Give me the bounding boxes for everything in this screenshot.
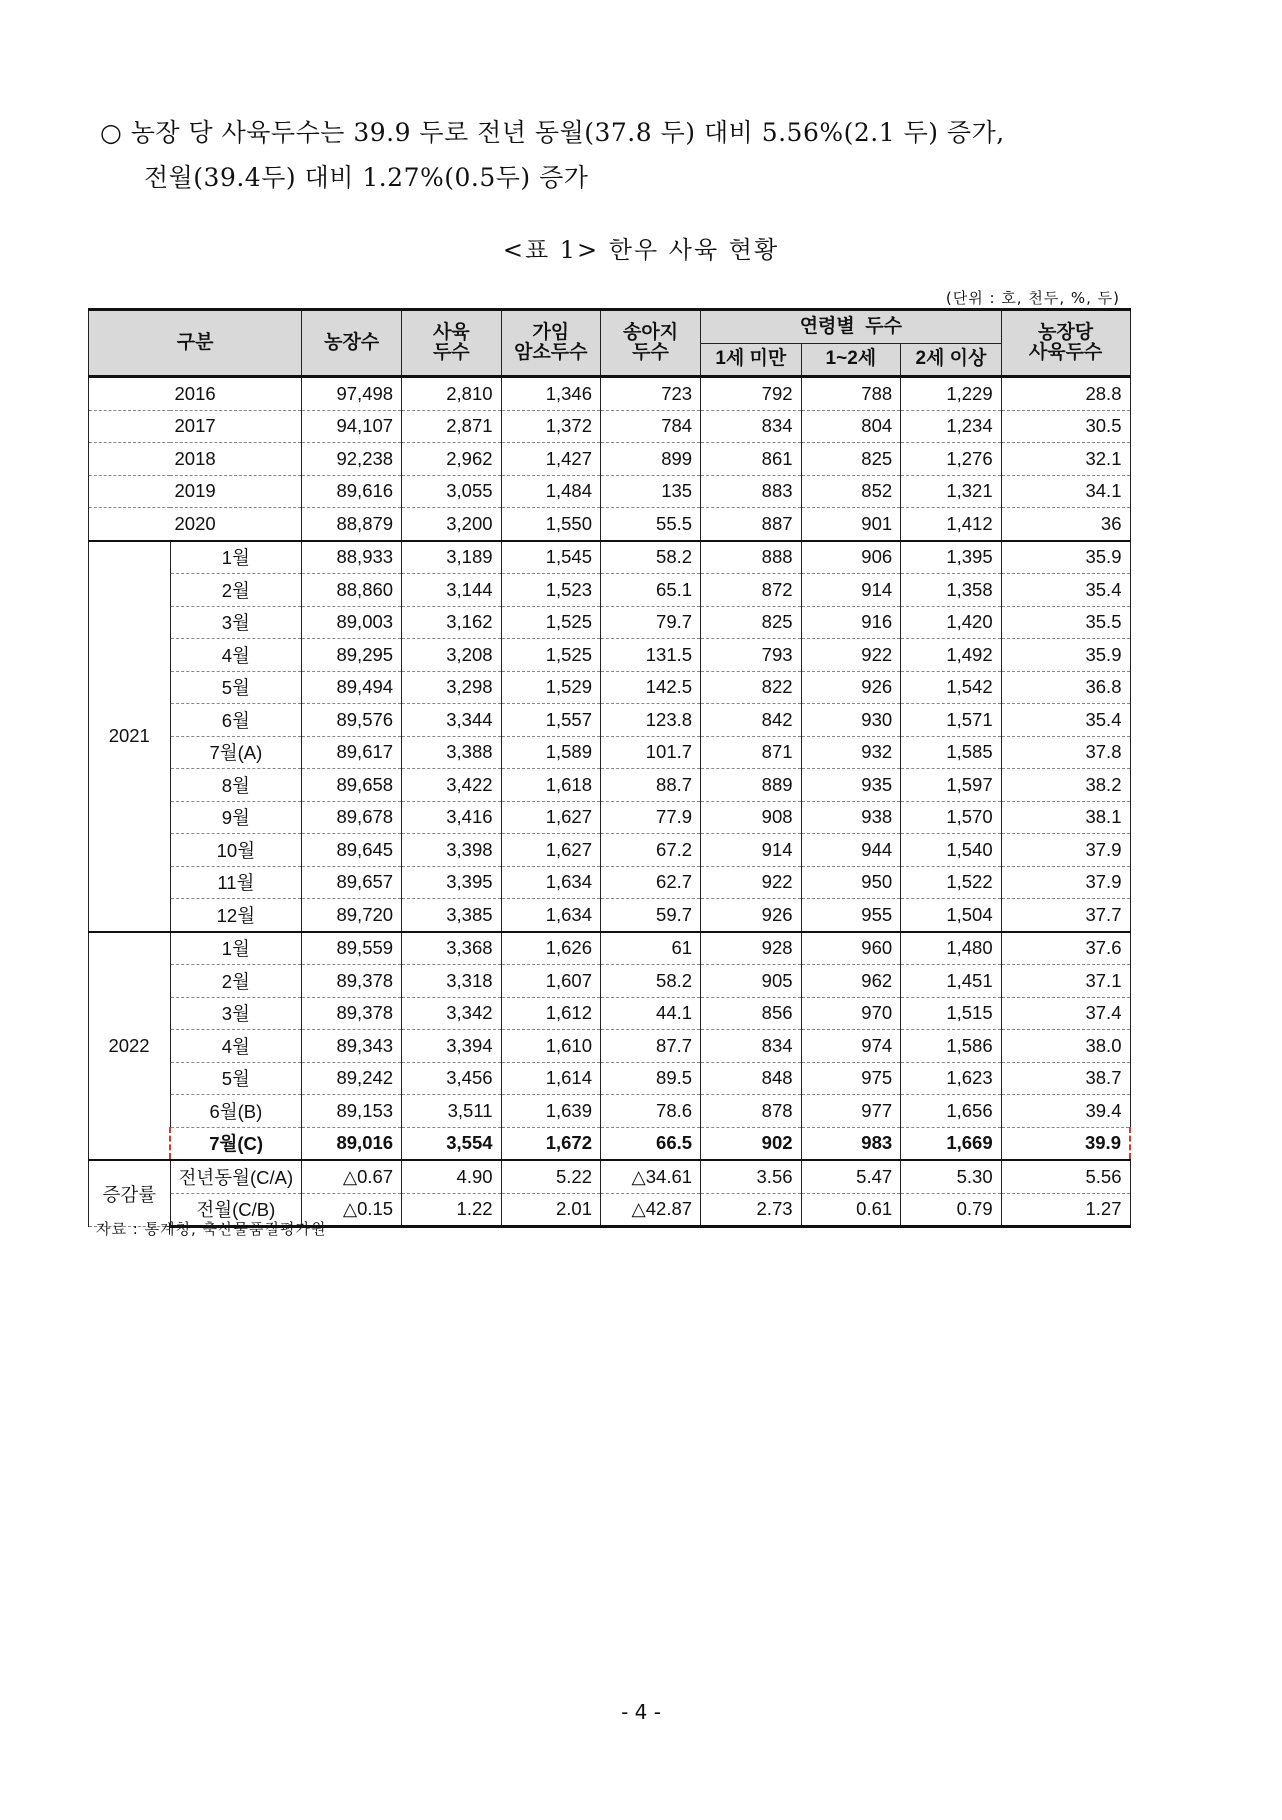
header-heads: 사육 두수 <box>402 310 501 377</box>
row-label: 8월 <box>170 769 302 802</box>
table-cell: 834 <box>701 410 801 443</box>
table-cell: 1,480 <box>901 932 1001 965</box>
table-cell: 1,672 <box>501 1127 600 1160</box>
header-age-over2: 2세 이상 <box>901 343 1001 377</box>
table-cell: 142.5 <box>601 671 701 704</box>
group-label: 증감률 <box>89 1160 171 1227</box>
row-label: 2월 <box>170 965 302 998</box>
table-cell: 59.7 <box>601 899 701 932</box>
table-cell: 842 <box>701 704 801 737</box>
table-cell: 89,378 <box>302 997 402 1030</box>
source-note: 자료 : 통계청, 축산물품질평가원 <box>96 1220 327 1238</box>
row-label: 12월 <box>170 899 302 932</box>
table-cell: 89,559 <box>302 932 402 965</box>
table-cell: 848 <box>701 1062 801 1095</box>
table-caption: <표 1> 한우 사육 현황 <box>502 236 780 264</box>
table-cell: 950 <box>801 866 901 899</box>
row-label: 2019 <box>89 475 302 508</box>
table-cell: 914 <box>801 574 901 607</box>
table-row <box>89 377 1131 411</box>
table-cell: 1,614 <box>501 1062 600 1095</box>
table-row <box>89 801 1131 834</box>
table-cell: 906 <box>801 541 901 574</box>
table-cell: 4.90 <box>402 1160 501 1193</box>
table-cell: 889 <box>701 769 801 802</box>
table-cell: 1,346 <box>501 377 600 411</box>
row-label: 2016 <box>89 377 302 411</box>
row-label: 6월 <box>170 704 302 737</box>
table-row <box>89 639 1131 672</box>
table-row <box>89 443 1131 476</box>
table-cell: 5.30 <box>901 1160 1001 1193</box>
table-cell: 905 <box>701 965 801 998</box>
table-cell: 38.2 <box>1001 769 1130 802</box>
summary-line-1: ○ 농장 당 사육두수는 39.9 두로 전년 동월(37.8 두) 대비 5.56%(2.1 두) 증가, <box>100 118 1005 147</box>
table-cell: 34.1 <box>1001 475 1130 508</box>
table-cell: 928 <box>701 932 801 965</box>
table-cell: 1,522 <box>901 866 1001 899</box>
header-farms: 농장수 <box>302 310 402 377</box>
table-cell: △42.87 <box>601 1193 701 1227</box>
row-label: 2월 <box>170 574 302 607</box>
table-row <box>89 704 1131 737</box>
table-cell: 89,576 <box>302 704 402 737</box>
table-cell: 1,618 <box>501 769 600 802</box>
table-cell: 3,388 <box>402 736 501 769</box>
table-cell: 1,412 <box>901 508 1001 541</box>
group-label: 2021 <box>89 541 171 932</box>
table-cell: 901 <box>801 508 901 541</box>
table-cell: 914 <box>701 834 801 867</box>
table-cell: 871 <box>701 736 801 769</box>
summary-paragraph <box>100 110 1140 200</box>
table-cell: 974 <box>801 1030 901 1063</box>
table-cell: 1,525 <box>501 606 600 639</box>
table-cell: 3,554 <box>402 1127 501 1160</box>
table-cell: 1,545 <box>501 541 600 574</box>
bullet-circle-icon: ○ <box>100 118 123 147</box>
table-cell: 36.8 <box>1001 671 1130 704</box>
table-cell: 36 <box>1001 508 1130 541</box>
row-label: 2018 <box>89 443 302 476</box>
page-number: - 4 - <box>621 1700 661 1724</box>
table-cell: 2,810 <box>402 377 501 411</box>
hanwoo-table <box>88 308 1131 1228</box>
table-cell: 89,678 <box>302 801 402 834</box>
table-cell: 38.1 <box>1001 801 1130 834</box>
table-cell: 1,321 <box>901 475 1001 508</box>
table-cell: 0.79 <box>901 1193 1001 1227</box>
table-cell: 37.6 <box>1001 932 1130 965</box>
table-cell: 888 <box>701 541 801 574</box>
table-cell: 1,395 <box>901 541 1001 574</box>
row-label: 7월(C) <box>170 1127 302 1160</box>
table-cell: 37.9 <box>1001 866 1130 899</box>
table-cell: 1,542 <box>901 671 1001 704</box>
table-cell: 88,879 <box>302 508 402 541</box>
table-cell: 5.47 <box>801 1160 901 1193</box>
table-cell: 1.27 <box>1001 1193 1130 1227</box>
table-row <box>89 508 1131 541</box>
table-cell: 37.7 <box>1001 899 1130 932</box>
table-cell: 983 <box>801 1127 901 1160</box>
table-cell: 1,623 <box>901 1062 1001 1095</box>
table-cell: 89,616 <box>302 475 402 508</box>
table-row <box>89 541 1131 574</box>
table-cell: 962 <box>801 965 901 998</box>
table-cell: 792 <box>701 377 801 411</box>
table-cell: 55.5 <box>601 508 701 541</box>
table-cell: 1,634 <box>501 866 600 899</box>
table-cell: 1,504 <box>901 899 1001 932</box>
table-cell: 37.8 <box>1001 736 1130 769</box>
table-cell: 1,420 <box>901 606 1001 639</box>
table-cell: 926 <box>701 899 801 932</box>
table-cell: 77.9 <box>601 801 701 834</box>
table-cell: 89.5 <box>601 1062 701 1095</box>
row-label: 5월 <box>170 671 302 704</box>
table-cell: 35.9 <box>1001 639 1130 672</box>
table-cell: 66.5 <box>601 1127 701 1160</box>
row-label: 7월(A) <box>170 736 302 769</box>
table-cell: 932 <box>801 736 901 769</box>
table-cell: 930 <box>801 704 901 737</box>
table-cell: 3,416 <box>402 801 501 834</box>
row-label: 6월(B) <box>170 1095 302 1128</box>
row-label: 2020 <box>89 508 302 541</box>
table-cell: △34.61 <box>601 1160 701 1193</box>
table-cell: 822 <box>701 671 801 704</box>
table-cell: 89,003 <box>302 606 402 639</box>
table-cell: 3,208 <box>402 639 501 672</box>
row-label: 2017 <box>89 410 302 443</box>
table-cell: 35.5 <box>1001 606 1130 639</box>
table-cell: 79.7 <box>601 606 701 639</box>
table-cell: 44.1 <box>601 997 701 1030</box>
table-cell: 89,645 <box>302 834 402 867</box>
table-cell: 1,451 <box>901 965 1001 998</box>
table-cell: 37.4 <box>1001 997 1130 1030</box>
table-cell: 135 <box>601 475 701 508</box>
table-row <box>89 1127 1131 1160</box>
table-cell: 3,456 <box>402 1062 501 1095</box>
table-cell: 1,589 <box>501 736 600 769</box>
table-cell: 2,871 <box>402 410 501 443</box>
table-cell: 1,234 <box>901 410 1001 443</box>
table-cell: △0.15 <box>302 1193 402 1227</box>
table-cell: 1,639 <box>501 1095 600 1128</box>
header-age-1to2: 1~2세 <box>801 343 901 377</box>
group-label: 2022 <box>89 932 171 1161</box>
table-cell: 30.5 <box>1001 410 1130 443</box>
table-row <box>89 1062 1131 1095</box>
table-cell: 1,634 <box>501 899 600 932</box>
table-cell: 784 <box>601 410 701 443</box>
table-cell: 1,515 <box>901 997 1001 1030</box>
table-cell: 1,669 <box>901 1127 1001 1160</box>
table-cell: 89,153 <box>302 1095 402 1128</box>
table-cell: 902 <box>701 1127 801 1160</box>
table-cell: 123.8 <box>601 704 701 737</box>
table-cell: 0.61 <box>801 1193 901 1227</box>
row-label: 4월 <box>170 639 302 672</box>
table-cell: 101.7 <box>601 736 701 769</box>
row-label: 전년동월(C/A) <box>170 1160 302 1193</box>
table-cell: 1,627 <box>501 801 600 834</box>
table-cell: 908 <box>701 801 801 834</box>
table-cell: 3,511 <box>402 1095 501 1128</box>
table-cell: 899 <box>601 443 701 476</box>
table-cell: 1,372 <box>501 410 600 443</box>
table-row <box>89 997 1131 1030</box>
table-cell: 2.01 <box>501 1193 600 1227</box>
table-cell: 935 <box>801 769 901 802</box>
table-cell: 1,610 <box>501 1030 600 1063</box>
row-label: 3월 <box>170 997 302 1030</box>
table-row <box>89 736 1131 769</box>
table-cell: 1,525 <box>501 639 600 672</box>
table-row <box>89 834 1131 867</box>
table-cell: 938 <box>801 801 901 834</box>
table-cell: 1,427 <box>501 443 600 476</box>
table-cell: 3,394 <box>402 1030 501 1063</box>
table-cell: 1,585 <box>901 736 1001 769</box>
table-cell: 65.1 <box>601 574 701 607</box>
table-cell: 916 <box>801 606 901 639</box>
table-row <box>89 606 1131 639</box>
table-cell: 944 <box>801 834 901 867</box>
table-cell: 856 <box>701 997 801 1030</box>
table-cell: 1,656 <box>901 1095 1001 1128</box>
row-label: 4월 <box>170 1030 302 1063</box>
table-row <box>89 1030 1131 1063</box>
table-cell: 78.6 <box>601 1095 701 1128</box>
table-cell: 1,276 <box>901 443 1001 476</box>
table-cell: 62.7 <box>601 866 701 899</box>
table-cell: 1.22 <box>402 1193 501 1227</box>
table-cell: 3,055 <box>402 475 501 508</box>
table-cell: 1,627 <box>501 834 600 867</box>
table-cell: 39.4 <box>1001 1095 1130 1128</box>
table-cell: 926 <box>801 671 901 704</box>
table-cell: 89,657 <box>302 866 402 899</box>
table-cell: 1,626 <box>501 932 600 965</box>
table-row <box>89 899 1131 932</box>
header-age-under1: 1세 미만 <box>701 343 801 377</box>
summary-line-2: 전월(39.4두) 대비 1.27%(0.5두) 증가 <box>144 163 589 192</box>
table-cell: 1,550 <box>501 508 600 541</box>
table-cell: 38.7 <box>1001 1062 1130 1095</box>
table-row <box>89 1095 1131 1128</box>
table-cell: 58.2 <box>601 541 701 574</box>
table-cell: 723 <box>601 377 701 411</box>
table-cell: 3,318 <box>402 965 501 998</box>
table-cell: 1,540 <box>901 834 1001 867</box>
table-cell: 955 <box>801 899 901 932</box>
table-cell: 1,529 <box>501 671 600 704</box>
table-cell: 970 <box>801 997 901 1030</box>
table-cell: 89,494 <box>302 671 402 704</box>
table-cell: 131.5 <box>601 639 701 672</box>
table-cell: 887 <box>701 508 801 541</box>
table-cell: 883 <box>701 475 801 508</box>
table-cell: 3,385 <box>402 899 501 932</box>
table-cell: 89,378 <box>302 965 402 998</box>
table-cell: 89,720 <box>302 899 402 932</box>
table-cell: 87.7 <box>601 1030 701 1063</box>
table-cell: 3,200 <box>402 508 501 541</box>
table-row <box>89 866 1131 899</box>
table-cell: 88.7 <box>601 769 701 802</box>
table-cell: 3.56 <box>701 1160 801 1193</box>
table-cell: 5.22 <box>501 1160 600 1193</box>
table-cell: 2.73 <box>701 1193 801 1227</box>
table-row <box>89 769 1131 802</box>
table-cell: 1,484 <box>501 475 600 508</box>
row-label: 전월(C/B) <box>170 1193 302 1227</box>
header-category: 구분 <box>89 310 302 377</box>
table-cell: 3,395 <box>402 866 501 899</box>
table-cell: △0.67 <box>302 1160 402 1193</box>
table-cell: 1,612 <box>501 997 600 1030</box>
table-cell: 39.9 <box>1001 1127 1130 1160</box>
table-cell: 89,295 <box>302 639 402 672</box>
row-label: 3월 <box>170 606 302 639</box>
table-cell: 3,398 <box>402 834 501 867</box>
table-cell: 67.2 <box>601 834 701 867</box>
table-cell: 28.8 <box>1001 377 1130 411</box>
table-cell: 1,229 <box>901 377 1001 411</box>
table-cell: 1,358 <box>901 574 1001 607</box>
table-cell: 3,298 <box>402 671 501 704</box>
table-cell: 977 <box>801 1095 901 1128</box>
header-cows: 가임 암소두수 <box>501 310 600 377</box>
table-cell: 1,570 <box>901 801 1001 834</box>
table-cell: 89,343 <box>302 1030 402 1063</box>
table-cell: 61 <box>601 932 701 965</box>
table-cell: 37.9 <box>1001 834 1130 867</box>
table-cell: 89,617 <box>302 736 402 769</box>
row-label: 1월 <box>170 541 302 574</box>
table-cell: 878 <box>701 1095 801 1128</box>
row-label: 10월 <box>170 834 302 867</box>
table-cell: 960 <box>801 932 901 965</box>
unit-note: (단위 : 호, 천두, %, 두) <box>945 289 1120 307</box>
table-row <box>89 410 1131 443</box>
table-cell: 804 <box>801 410 901 443</box>
table-row <box>89 1160 1131 1193</box>
table-cell: 3,342 <box>402 997 501 1030</box>
table-cell: 88,860 <box>302 574 402 607</box>
table-cell: 1,523 <box>501 574 600 607</box>
table-cell: 852 <box>801 475 901 508</box>
table-cell: 1,557 <box>501 704 600 737</box>
table-cell: 788 <box>801 377 901 411</box>
row-label: 11월 <box>170 866 302 899</box>
header-calves: 송아지 두수 <box>601 310 701 377</box>
header-per-farm: 농장당 사육두수 <box>1001 310 1130 377</box>
table-cell: 5.56 <box>1001 1160 1130 1193</box>
table-cell: 3,368 <box>402 932 501 965</box>
table-cell: 89,016 <box>302 1127 402 1160</box>
table-cell: 89,658 <box>302 769 402 802</box>
table-cell: 92,238 <box>302 443 402 476</box>
table-cell: 58.2 <box>601 965 701 998</box>
table-row <box>89 671 1131 704</box>
table-cell: 793 <box>701 639 801 672</box>
table-cell: 1,597 <box>901 769 1001 802</box>
table-cell: 38.0 <box>1001 1030 1130 1063</box>
table-row <box>89 932 1131 965</box>
table-cell: 1,586 <box>901 1030 1001 1063</box>
table-cell: 97,498 <box>302 377 402 411</box>
table-cell: 2,962 <box>402 443 501 476</box>
table-cell: 861 <box>701 443 801 476</box>
table-cell: 3,144 <box>402 574 501 607</box>
table-cell: 3,162 <box>402 606 501 639</box>
table-cell: 89,242 <box>302 1062 402 1095</box>
table-cell: 1,492 <box>901 639 1001 672</box>
table-cell: 825 <box>801 443 901 476</box>
table-row <box>89 475 1131 508</box>
table-row <box>89 965 1131 998</box>
table-cell: 3,422 <box>402 769 501 802</box>
table-cell: 35.9 <box>1001 541 1130 574</box>
table-cell: 1,571 <box>901 704 1001 737</box>
table-cell: 975 <box>801 1062 901 1095</box>
table-cell: 3,344 <box>402 704 501 737</box>
row-label: 1월 <box>170 932 302 965</box>
table-cell: 834 <box>701 1030 801 1063</box>
table-cell: 1,607 <box>501 965 600 998</box>
table-cell: 35.4 <box>1001 704 1130 737</box>
row-label: 5월 <box>170 1062 302 1095</box>
table-cell: 922 <box>801 639 901 672</box>
row-label: 9월 <box>170 801 302 834</box>
table-cell: 94,107 <box>302 410 402 443</box>
table-cell: 3,189 <box>402 541 501 574</box>
table-cell: 872 <box>701 574 801 607</box>
table-cell: 88,933 <box>302 541 402 574</box>
header-by-age: 연령별 두수 <box>701 310 1002 344</box>
table-cell: 32.1 <box>1001 443 1130 476</box>
table-cell: 35.4 <box>1001 574 1130 607</box>
table-row <box>89 574 1131 607</box>
table-cell: 825 <box>701 606 801 639</box>
table-cell: 922 <box>701 866 801 899</box>
table-cell: 37.1 <box>1001 965 1130 998</box>
